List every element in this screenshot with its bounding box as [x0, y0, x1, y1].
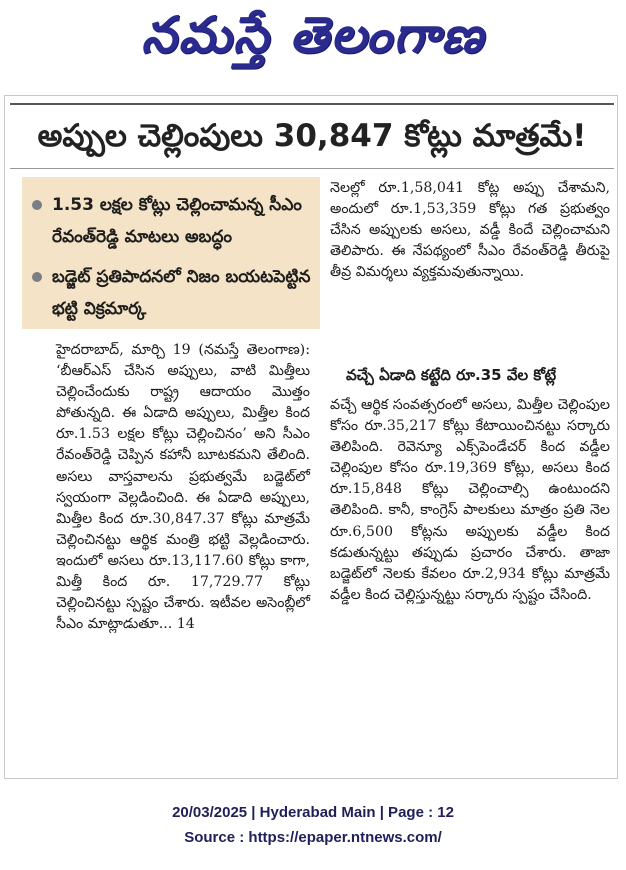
headline-divider — [10, 168, 614, 169]
highlight-text: 1.53 లక్షల కోట్లు చెల్లించామన్న సీఎం రేవంత్‌రెడ్డి మాటలు అబద్ధం — [52, 195, 302, 247]
article-body-left: హైదరాబాద్, మార్చి 19 (నమస్తే తెలంగాణ): ‘బీఆర్‌ఎస్ చేసిన అప్పులు, వాటి మిత్తీలు చెల్లించేందుకు రాష్ట్ర ఆదాయం మొత్తం పోతున్నది. ఈ ఏడాది అప్పులు, మిత్తీల కింద రూ.1.53 లక్షల కోట్లు చెల్లించినం’ అని సీఎం రేవంత్‌రెడ్డి చెప్పిన కహానీ బూటకమని తేలింది. అసలు వాస్తవాలను ప్రభుత్వమే బడ్జెట్‌లో స్వయంగా వెల్లడించింది. ఈ ఏడాది అప్పులు, మిత్తీల కింద రూ.30,847.37 కోట్లు మాత్రమే చెల్లించినట్టు ఆర్థిక మంత్రి భట్టి వెల్లడించారు. ఇందులో అసలు రూ.13,117.60 కోట్లు కాగా, మిత్తీ కింద రూ. 17,729.77 కోట్లు చెల్లించినట్టు స్పష్టం చేశారు. ఇటీవల అసెంబ్లీలో సీఎం మాట్లాడుతూ... 14 — [56, 342, 310, 633]
footer-source-line: Source : https://epaper.ntnews.com/ — [184, 829, 442, 846]
top-divider — [10, 103, 614, 105]
article-headline: అప్పుల చెల్లింపులు 30,847 కోట్లు మాత్రమే! — [37, 118, 587, 154]
highlight-item — [32, 261, 312, 325]
article-body-right-top: నెలల్లో రూ.1,58,041 కోట్ల అప్పు చేశామని, అందులో రూ.1,53,359 కోట్లు గత ప్రభుత్వం చేసిన అప్పులకు అసలు, వడ్డీ కిందే చెల్లించామని తెలిపారు. ఈ నేపథ్యంలో సీఎం రేవంత్‌రెడ్డి తీరుపై తీవ్ర విమర్శలు వ్యక్తమవుతున్నాయి. — [330, 180, 610, 281]
highlight-text: బడ్జెట్ ప్రతిపాదనలో నిజం బయటపెట్టిన భట్టి విక్రమార్క — [52, 267, 311, 319]
highlights-box — [22, 177, 320, 329]
bullet-icon — [32, 200, 42, 210]
masthead — [0, 0, 626, 84]
footer-date-line: 20/03/2025 | Hyderabad Main | Page : 12 — [172, 804, 454, 821]
article-subheading: వచ్చే ఏడాది కట్టేది రూ.35 వేల కోట్లే — [346, 366, 557, 384]
bullet-icon — [32, 272, 42, 282]
highlight-item — [32, 189, 312, 253]
article-body-right-bottom: వచ్చే ఆర్థిక సంవత్సరంలో అసలు, మిత్తీల చెల్లింపుల కోసం రూ.35,217 కోట్లు కేటాయించినట్టు సర్కారు తెలిపింది. రెవెన్యూ ఎక్స్‌పెండేచర్ కింద వడ్డీల చెల్లింపుల కోసం రూ.19,369 కోట్లు, అసలు కింద రూ.15,848 కోట్లు చెల్లించాల్సి ఉంటుందని తెలిపింది. కానీ, కాంగ్రెస్ పాలకులు మాత్రం ప్రతి నెల రూ.6,500 కోట్లను అప్పులకు వడ్డీల కింద కడుతున్నట్టు తప్పుడు ప్రచారం చేశారు. తాజా బడ్జెట్‌లో నెలకు కేవలం రూ.2,934 కోట్లు మాత్రమే వడ్డీల కింద చెల్లిస్తున్నట్టు సర్కారు స్పష్టం చేసింది. — [330, 397, 610, 603]
newspaper-logo: నమస్తే తెలంగాణ — [141, 6, 485, 64]
